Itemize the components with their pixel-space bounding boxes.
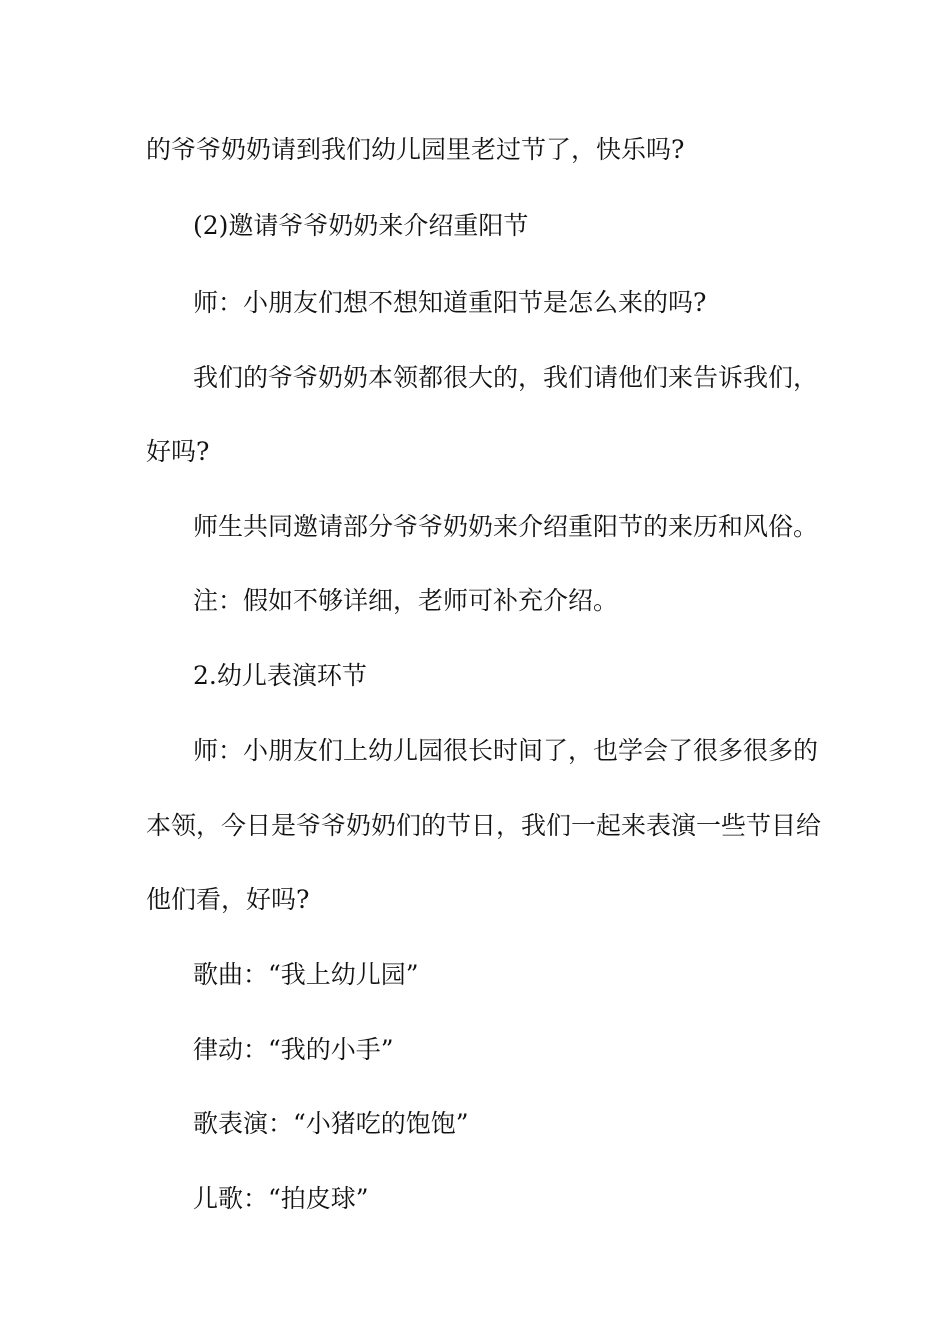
text-line: 他们看，好吗? <box>146 885 310 914</box>
text-line: 2.幼儿表演环节 <box>193 661 367 690</box>
text-line: 注：假如不够详细，老师可补充介绍。 <box>193 586 619 615</box>
text-line: 师：小朋友们上幼儿园很长时间了，也学会了很多很多的 <box>193 736 819 765</box>
text-line: 歌表演：“小猪吃的饱饱” <box>193 1109 469 1138</box>
text-line: 师生共同邀请部分爷爷奶奶来介绍重阳节的来历和风俗。 <box>193 512 819 541</box>
text-line: 歌曲：“我上幼儿园” <box>193 960 419 989</box>
text-line: 师：小朋友们想不想知道重阳节是怎么来的吗? <box>193 288 707 317</box>
text-line: 儿歌：“拍皮球” <box>193 1184 369 1213</box>
text-line: 我们的爷爷奶奶本领都很大的，我们请他们来告诉我们， <box>193 363 819 392</box>
text-line: 本领，今日是爷爷奶奶们的节日，我们一起来表演一些节目给 <box>146 811 822 840</box>
text-line: 律动：“我的小手” <box>193 1035 394 1064</box>
text-line: 的爷爷奶奶请到我们幼儿园里老过节了，快乐吗? <box>146 135 685 164</box>
text-line: 好吗? <box>146 437 210 466</box>
text-line: (2)邀请爷爷奶奶来介绍重阳节 <box>193 211 529 240</box>
